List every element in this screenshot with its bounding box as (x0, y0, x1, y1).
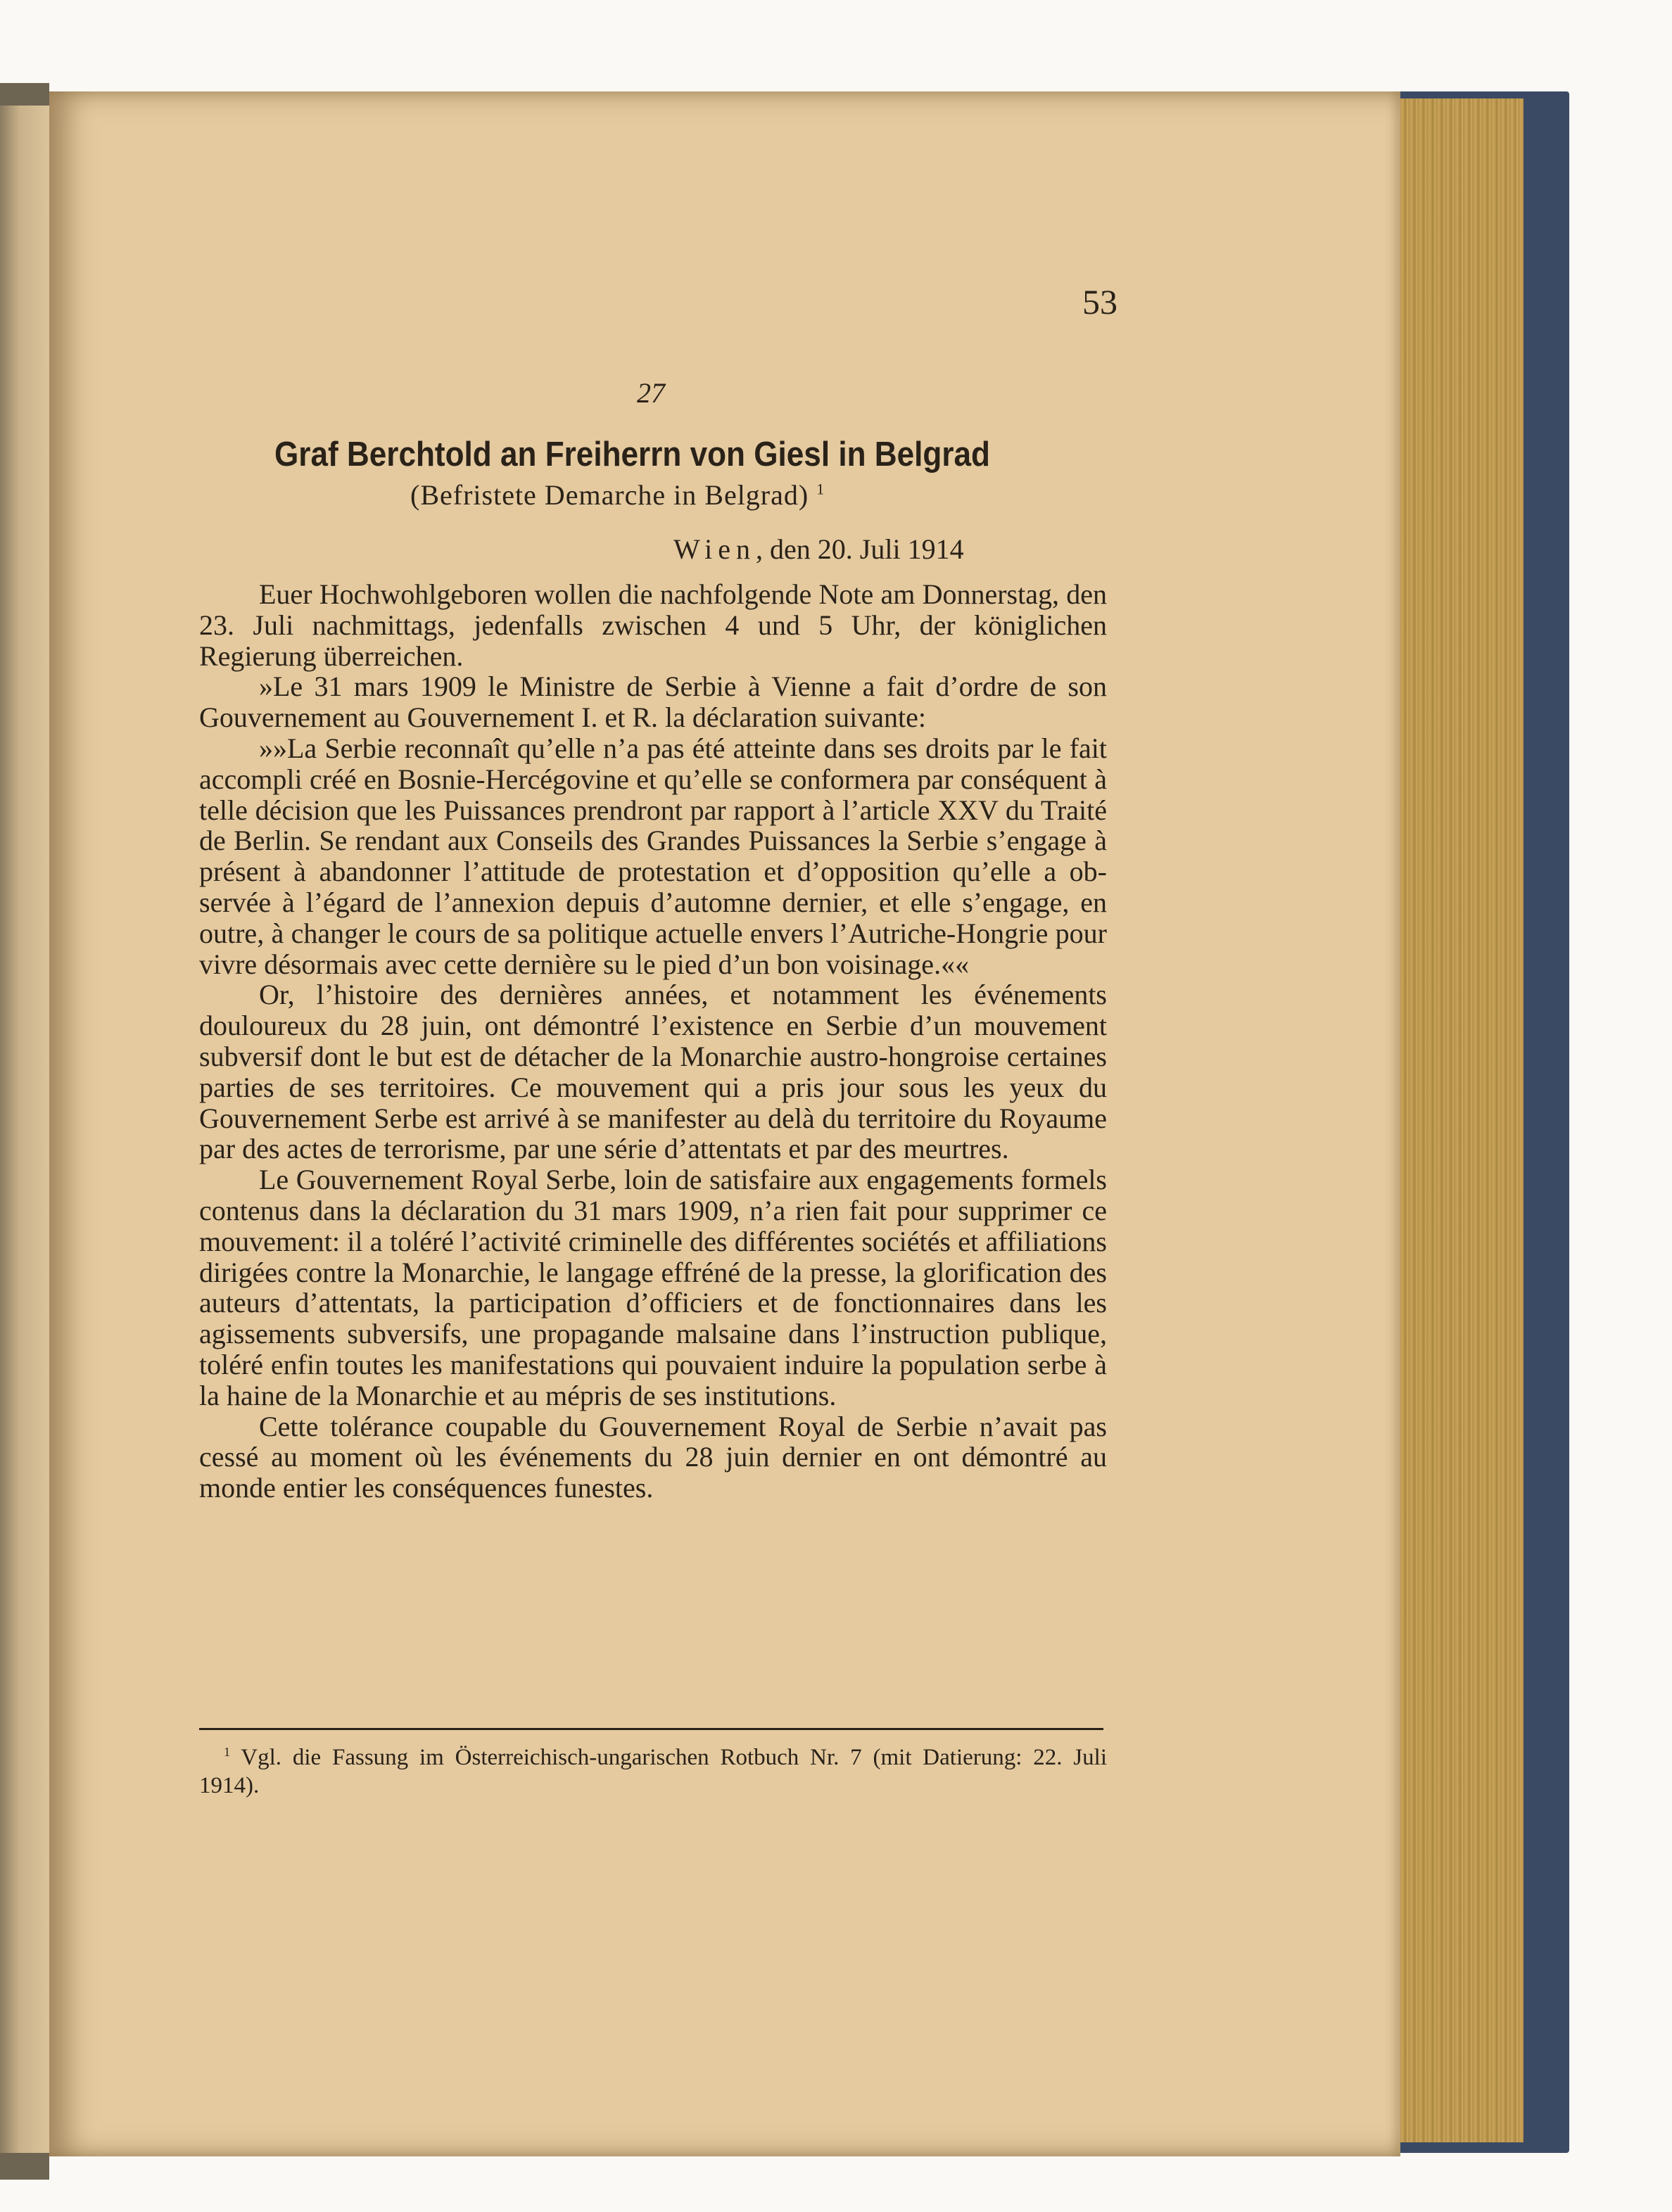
footnote (199, 1743, 1107, 1800)
paragraph: Le Gouvernement Royal Serbe, loin de satisfaire aux engagements formels contenus dans la déclaration du 31 mars 1909, n’a rien fait pour supprimer ce mouvement: il a toléré l’activité criminelle des différentes sociétés et affiliations dirigées contre la Monarchie, le langage effréné de la presse, la glorification des auteurs d’attentats, la participation d’officiers et de fonctionnaires dans les agissements subversifs, une propagande malsaine dans l’instruction publique, toléré enfin toutes les manifestations qui pouvaient induire la population serbe à la haine de la Monarchie et au mépris de ses institutions. (199, 1164, 1107, 1411)
footnote-marker: 1 (224, 1745, 231, 1759)
document-number: 27 (637, 377, 665, 409)
letter-body (199, 579, 1107, 1504)
footnote-divider (199, 1728, 1103, 1730)
paragraph: »Le 31 mars 1909 le Ministre de Serbie à Vienne a fait d’ordre de son Gouvernement au Gouvernement I. et R. la déclaration suivante: (199, 670, 1107, 734)
footnote-text: Vgl. die Fassung im Österreichisch-ungarischen Rotbuch Nr. 7 (mit Datierung: 22. Juli 1914). (199, 1745, 1107, 1798)
left-page-edge (0, 106, 56, 2153)
dateline-place: Wien (673, 533, 756, 565)
paragraph: Cette tolérance coupable du Gouvernement Royal de Serbie n’avait pas cessé au moment où les événements du 28 juin dernier en ont démontré au monde entier les conséquences funestes. (199, 1410, 1107, 1504)
paragraph: Euer Hochwohlgeboren wollen die nachfolgende Note am Donnerstag, den 23. Juli nachmittags, jedenfalls zwischen 4 und 5 Uhr, der königlichen Regierung überreichen. (199, 578, 1107, 672)
page-fore-edge (1390, 98, 1524, 2142)
paragraph: »»La Serbie reconnaît qu’elle n’a pas été atteinte dans ses droits par le fait accompli créé en Bosnie-Hercégovine et qu’elle se conformera par conséquent à telle décision que les Puissances prendront par rapport à l’article XXV du Traité de Berlin. Se rendant aux Conseils des Grandes Puissances la Serbie s’engage à présent à abandonner l’attitude de protestation et d’opposition qu’elle a observée à l’égard de l’annexion depuis d’automne dernier, et elle s’engage, en outre, à changer le cours de sa politique actuelle envers l’Autriche-Hongrie pour vivre désormais avec cette dernière su le pied d’un bon voisinage.«« (199, 732, 1107, 980)
page-number: 53 (1082, 282, 1117, 322)
subtitle-text: (Befristete Demarche in Belgrad) (410, 479, 809, 511)
dateline (673, 533, 964, 566)
document-subtitle (410, 478, 825, 511)
footnote-reference: 1 (816, 480, 825, 498)
dateline-date: , den 20. Juli 1914 (756, 533, 964, 565)
document-title: Graf Berchtold an Freiherrn von Giesl in Belgrad (274, 436, 990, 473)
paragraph: Or, l’histoire des dernières années, et notamment les événements douloureux du 28 juin, ont démontré l’existence en Serbie d’un mouvement subversif dont le but est de détacher de la Monarchie austro-hongroise certaines parties de ses territoires. Ce mouvement qui a pris jour sous les yeux du Gouvernement Serbe est arrivé à se manifester au delà du territoire du Royaume par des actes de terrorisme, par une série d’attentats et par des meurtres. (199, 979, 1107, 1165)
